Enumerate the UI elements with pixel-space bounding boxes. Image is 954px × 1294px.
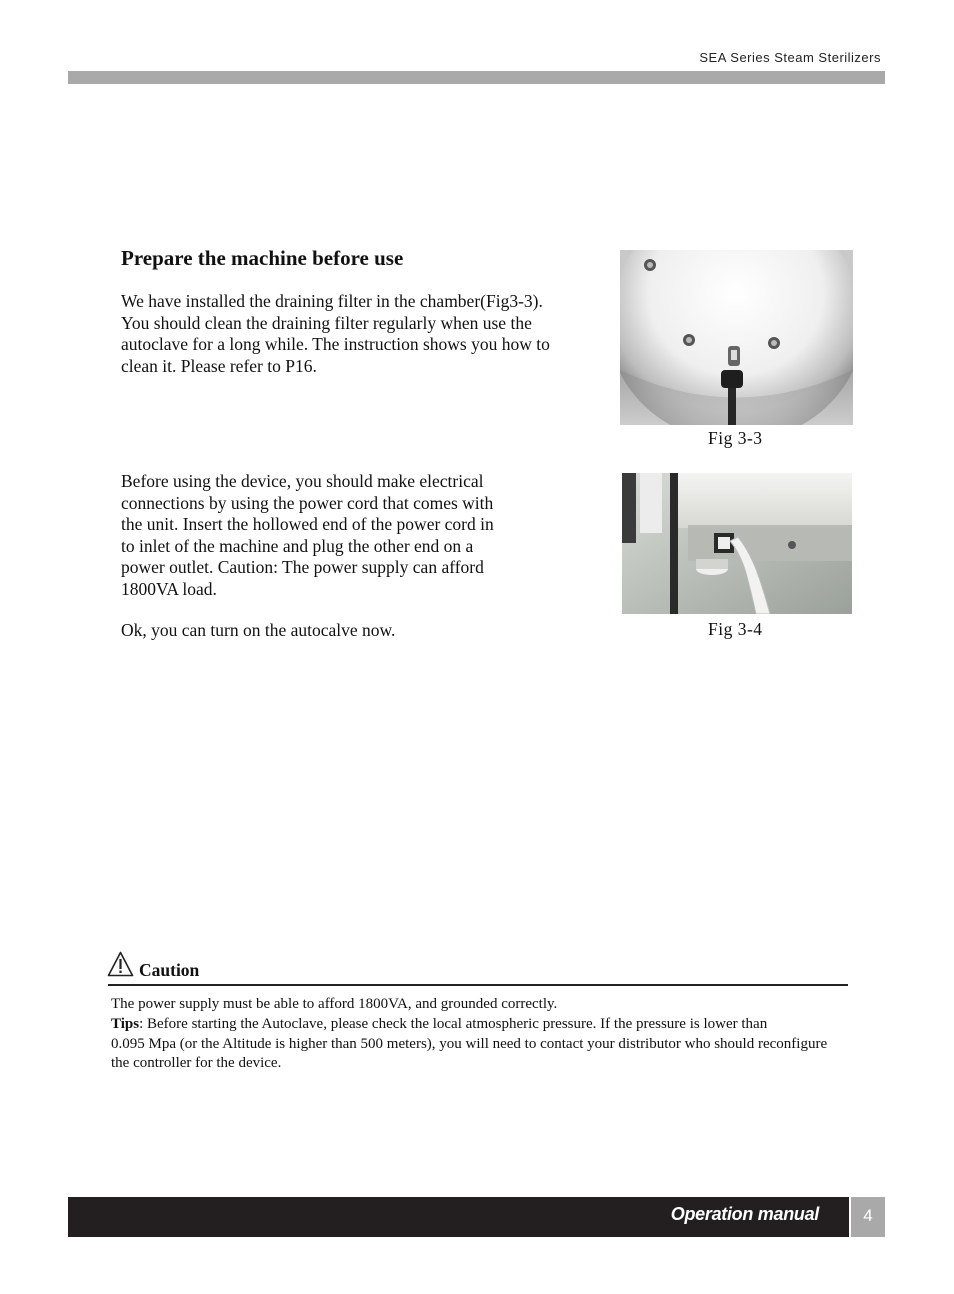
tips-line: : Before starting the Autoclave, please check the local atmospheric pressure. If the pressure is lower than	[139, 1016, 768, 1032]
tips-note	[111, 1015, 827, 1074]
paragraph-line: to inlet of the machine and plug the other end on a	[121, 535, 474, 556]
caution-divider	[108, 984, 848, 986]
paragraph-line: Before using the device, you should make electrical	[121, 471, 484, 491]
figure-caption: Fig 3-3	[708, 428, 763, 448]
paragraph-line: the unit. Insert the hollowed end of the power cord in	[121, 514, 494, 534]
paragraph-draining-filter	[121, 291, 601, 377]
footer-bar	[68, 1197, 849, 1237]
page-number: 4	[863, 1206, 873, 1225]
tips-line: the controller for the device.	[111, 1055, 282, 1071]
power-cord-inlet-photo	[622, 473, 852, 614]
paragraph-line: You should clean the draining filter regularly when use the	[121, 312, 532, 333]
header-rule-bar	[68, 71, 885, 84]
caution-title: Caution	[139, 960, 200, 980]
paragraph-turn-on: Ok, you can turn on the autocalve now.	[121, 620, 396, 640]
section-heading: Prepare the machine before use	[121, 246, 404, 270]
paragraph-power-connection	[121, 471, 551, 600]
running-header-title: SEA Series Steam Sterilizers	[699, 50, 881, 65]
paragraph-line: power outlet. Caution: The power supply can afford	[121, 557, 484, 577]
paragraph-line: connections by using the power cord that comes with	[121, 492, 494, 513]
footer-label: Operation manual	[670, 1204, 819, 1224]
paragraph-line: We have installed the draining filter in the chamber(Fig3-3).	[121, 291, 543, 311]
paragraph-line: autoclave for a long while. The instruction shows you how to	[121, 334, 550, 354]
paragraph-line: 1800VA load.	[121, 578, 217, 599]
figure-caption: Fig 3-4	[708, 619, 763, 639]
caution-note: The power supply must be able to afford 1800VA, and grounded correctly.	[111, 996, 558, 1012]
page-number-box	[851, 1197, 885, 1237]
tips-label: Tips	[111, 1016, 140, 1032]
warning-triangle-icon	[107, 951, 134, 977]
chamber-drain-filter-photo	[620, 250, 853, 425]
paragraph-line: clean it. Please refer to P16.	[121, 355, 317, 376]
tips-line: 0.095 Mpa (or the Altitude is higher than 500 meters), you will need to contact your distributor who should reconfigure	[111, 1035, 828, 1052]
